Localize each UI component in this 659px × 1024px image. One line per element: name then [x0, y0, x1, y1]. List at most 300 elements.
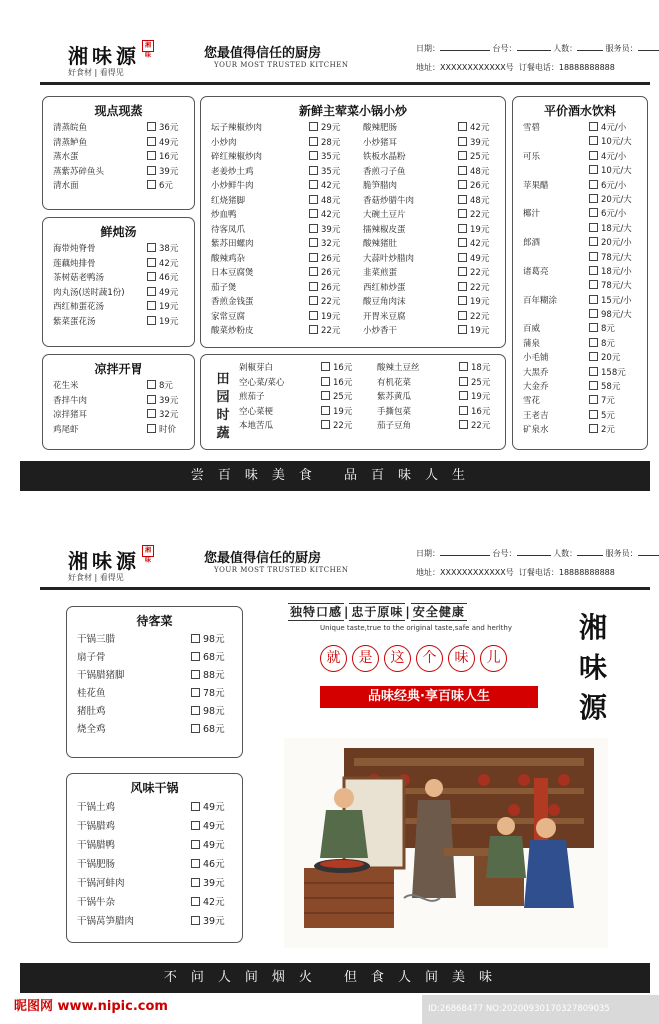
menu-item-name: 小炒肉 [211, 137, 237, 148]
menu-item-price: 22元 [458, 208, 489, 223]
menu-item-row [43, 165, 194, 180]
menu-item-row [353, 310, 505, 325]
menu-item-price: 6元/小 [589, 207, 626, 221]
menu-item-row [67, 836, 242, 855]
menu-item-price: 49元 [147, 286, 178, 301]
menu-item-price: 8元 [589, 322, 615, 336]
menu-item-row [67, 893, 242, 912]
menu-item-row [67, 855, 242, 874]
menu-item-row [367, 419, 505, 434]
menu-item-price: 19元 [459, 390, 490, 405]
menu-item-row [201, 194, 353, 209]
menu-item-row [201, 121, 353, 136]
menu-item-row [513, 394, 647, 408]
menu-item-name: 鸡尾虾 [53, 424, 79, 435]
menu-item-name: 清水面 [53, 181, 79, 191]
menu-item-name: 干锅腊鸡 [77, 821, 116, 832]
menu-item-name: 百威 [523, 324, 541, 335]
menu-item-name: 雪碧 [523, 123, 541, 133]
menu-item-row [513, 207, 647, 221]
menu-item-row [229, 361, 367, 376]
menu-item-price: 78元/大 [589, 251, 632, 265]
menu-item-name: 肉丸汤(送时蔬1份) [53, 287, 125, 298]
section-title: 风味干锅 [130, 781, 179, 795]
menu-item-row [513, 366, 647, 380]
menu-item-row [513, 121, 647, 135]
menu-item-price: 4元/小 [589, 150, 626, 164]
menu-item-row [353, 208, 505, 223]
menu-item-name: 花生米 [53, 381, 79, 391]
menu-item-name: 脆笋腊肉 [363, 181, 398, 191]
menu-item-row [353, 121, 505, 136]
menu-item-name: 干锅土鸡 [77, 802, 116, 813]
menu-item-price: 22元 [458, 281, 489, 296]
menu-item-row [367, 390, 505, 405]
menu-item-name: 紫菜蛋花汤 [53, 316, 96, 327]
circle-characters [320, 645, 507, 672]
menu-item-row [353, 324, 505, 339]
menu-item-row [353, 281, 505, 296]
menu-item-row [201, 223, 353, 238]
menu-item-price: 98元 [191, 703, 225, 721]
menu-item-name: 老姜炒土鸡 [211, 166, 254, 177]
menu-item-price: 时价 [147, 423, 176, 438]
menu-item-price: 4元/小 [589, 121, 626, 135]
menu-item-name: 红烧猪脚 [211, 195, 246, 206]
menu-item-name: 王老吉 [523, 410, 549, 421]
menu-item-price: 5元 [589, 409, 615, 423]
menu-item-name: 酸豆角肉沫 [363, 297, 406, 307]
brand-logo: 湘味源 湘味 [68, 545, 154, 574]
menu-item-name: 干锅腊猪脚 [77, 670, 125, 681]
menu-item-name: 猪肚鸡 [77, 706, 106, 717]
menu-item-name: 酸菜炒粉皮 [211, 326, 254, 336]
menu-item-row [353, 179, 505, 194]
menu-item-name: 矿泉水 [523, 425, 549, 436]
menu-item-row [201, 179, 353, 194]
tagline-banner: 独特口感 | 忠于原味 | 安全健康 [290, 605, 465, 619]
menu-item-price: 22元 [458, 310, 489, 325]
menu-item-price: 18元/大 [589, 222, 632, 236]
circle-char: 是 [352, 645, 379, 672]
menu-item-row [201, 252, 353, 267]
menu-item-name: 蒲泉 [523, 338, 541, 349]
menu-item-price: 48元 [458, 165, 489, 180]
menu-item-name: 煎茄子 [239, 392, 265, 402]
menu-item-price: 49元 [147, 136, 178, 151]
order-info-fields: 日期： 台号： 人数： 服务员： [416, 42, 659, 54]
red-slogan-bar: 品味经典·享百味人生 [320, 686, 538, 708]
menu-item-row [353, 165, 505, 180]
menu-item-row [201, 237, 353, 252]
logo-subtitle: 好食材 | 看得见 [68, 573, 124, 582]
menu-item-price: 38元 [147, 242, 178, 257]
menu-item-price: 68元 [191, 649, 225, 667]
menu-item-price: 16元 [147, 150, 178, 165]
slogan: 您最值得信任的厨房 [204, 46, 322, 61]
menu-item-name: 小毛铺 [523, 353, 549, 364]
menu-item-row [201, 281, 353, 296]
menu-item-name: 雪花 [523, 396, 541, 407]
menu-item-name: 空心菜梗 [239, 406, 274, 417]
menu-item-price: 39元 [191, 874, 225, 893]
menu-item-name: 香菇炒腊牛肉 [363, 195, 415, 206]
section-title-vertical: 田园时蔬 [216, 372, 230, 441]
menu-item-price: 48元 [458, 194, 489, 209]
menu-item-name: 酸辣土豆丝 [377, 363, 420, 373]
menu-item-price: 46元 [147, 271, 178, 286]
menu-header [20, 523, 650, 593]
menu-item-row [353, 252, 505, 267]
menu-item-row [67, 667, 242, 685]
menu-item-row [513, 322, 647, 336]
menu-item-name: 韭菜煎蛋 [363, 268, 398, 278]
menu-item-name: 大蒜叶炒腊肉 [363, 253, 415, 264]
section-vegetables [200, 354, 506, 450]
menu-item-name: 大金乔 [523, 382, 549, 393]
menu-item-name: 日本豆腐煲 [211, 268, 254, 278]
menu-item-price: 98元/大 [589, 308, 632, 322]
brand-logo: 湘味源 湘味 [68, 40, 154, 69]
section-dry-pot [66, 773, 243, 943]
menu-item-price: 42元 [191, 893, 225, 912]
menu-item-price: 78元 [191, 685, 225, 703]
page-footer-slogan: 尝百味美食 品百味人生 [20, 461, 650, 491]
menu-item-price: 88元 [191, 667, 225, 685]
menu-item-price: 58元 [589, 380, 620, 394]
menu-item-row [513, 409, 647, 423]
menu-item-row [43, 315, 194, 330]
menu-item-price: 15元/小 [589, 294, 632, 308]
menu-item-price: 20元/小 [589, 236, 632, 250]
menu-item-name: 凉拌猪耳 [53, 410, 88, 420]
menu-item-price: 22元 [321, 419, 352, 434]
menu-item-name: 大黑乔 [523, 367, 549, 378]
menu-item-name: 西红柿炒蛋 [363, 282, 406, 293]
menu-item-price: 98元 [191, 631, 225, 649]
menu-item-row [67, 874, 242, 893]
menu-item-name: 干锅腊鸭 [77, 840, 116, 851]
menu-item-row [43, 423, 194, 438]
section-soup [42, 217, 195, 347]
menu-item-name: 小炒香干 [363, 326, 398, 336]
menu-item-row [229, 390, 367, 405]
menu-item-name: 香煎刁子鱼 [363, 166, 406, 177]
menu-item-price: 49元 [458, 252, 489, 267]
menu-item-row [67, 631, 242, 649]
menu-item-name: 蒸水蛋 [53, 152, 79, 162]
section-title: 凉拌开胃 [94, 362, 143, 376]
menu-item-name: 开胃米豆腐 [363, 311, 406, 322]
menu-item-price: 10元/大 [589, 164, 632, 178]
menu-item-price: 19元 [458, 223, 489, 238]
menu-item-row [513, 135, 647, 149]
menu-item-price: 7元 [589, 394, 615, 408]
seal-stamp: 湘味 [142, 40, 154, 52]
circle-char: 这 [384, 645, 411, 672]
menu-item-row [513, 423, 647, 437]
menu-item-row [43, 136, 194, 151]
menu-item-row [43, 150, 194, 165]
menu-item-price: 19元 [147, 315, 178, 330]
menu-item-row [229, 405, 367, 420]
menu-item-row [67, 817, 242, 836]
menu-item-row [43, 271, 194, 286]
menu-item-row [367, 405, 505, 420]
menu-item-name: 紫苏田螺肉 [211, 239, 254, 249]
circle-char: 味 [448, 645, 475, 672]
menu-item-price: 26元 [309, 266, 340, 281]
menu-item-row [513, 380, 647, 394]
menu-item-name: 椰汁 [523, 209, 541, 220]
menu-item-row [67, 703, 242, 721]
seal-stamp: 湘味 [142, 545, 154, 557]
menu-item-row [367, 376, 505, 391]
menu-item-row [201, 208, 353, 223]
menu-item-row [229, 419, 367, 434]
menu-item-row [513, 337, 647, 351]
menu-item-row [513, 294, 647, 308]
menu-item-price: 16元 [321, 376, 352, 391]
menu-item-price: 28元 [309, 136, 340, 151]
menu-item-price: 8元 [147, 379, 173, 394]
menu-item-row [513, 164, 647, 178]
menu-item-name: 坛子辣椒炒肉 [211, 123, 263, 133]
circle-char: 就 [320, 645, 347, 672]
menu-item-row [353, 136, 505, 151]
menu-item-price: 39元 [147, 394, 178, 409]
menu-item-name: 本地苦瓜 [239, 421, 274, 431]
menu-item-name: 空心菜/菜心 [239, 377, 285, 388]
menu-item-name: 清蒸皖鱼 [53, 123, 88, 133]
menu-item-name: 酸辣鸡杂 [211, 253, 246, 264]
menu-item-row [43, 286, 194, 301]
menu-item-name: 炒血鸭 [211, 210, 237, 220]
menu-item-name: 香煎金钱蛋 [211, 297, 254, 307]
menu-item-name: 酸辣肥肠 [363, 123, 398, 133]
section-wok [200, 96, 506, 348]
section-steamed [42, 96, 195, 210]
menu-item-name: 擂辣椒皮蛋 [363, 224, 406, 235]
section-guest-dishes [66, 606, 243, 758]
menu-item-price: 42元 [309, 208, 340, 223]
menu-item-row [43, 121, 194, 136]
order-info-fields: 日期： 台号： 人数： 服务员： [416, 547, 659, 559]
menu-item-name: 清蒸鲈鱼 [53, 137, 88, 148]
menu-item-row [513, 236, 647, 250]
menu-item-row [201, 150, 353, 165]
header-divider [40, 587, 650, 590]
menu-item-price: 39元 [309, 223, 340, 238]
menu-item-price: 2元 [589, 423, 615, 437]
slogan-english: YOUR MOST TRUSTED KITCHEN [214, 566, 349, 574]
menu-item-name: 有机花菜 [377, 377, 412, 388]
kitchen-illustration [284, 738, 608, 948]
menu-item-price: 26元 [309, 252, 340, 267]
menu-item-name: 诸葛亮 [523, 266, 549, 277]
menu-item-row [43, 408, 194, 423]
menu-item-row [513, 179, 647, 193]
menu-item-row [67, 649, 242, 667]
menu-item-row [513, 150, 647, 164]
menu-item-price: 26元 [309, 281, 340, 296]
menu-item-price: 35元 [309, 165, 340, 180]
menu-item-name: 紫苏黄瓜 [377, 392, 412, 402]
menu-item-price: 68元 [191, 721, 225, 739]
menu-item-price: 48元 [309, 194, 340, 209]
menu-item-price: 22元 [459, 419, 490, 434]
menu-item-name: 碎红辣椒炒肉 [211, 152, 263, 162]
section-cold [42, 354, 195, 450]
menu-item-price: 39元 [458, 136, 489, 151]
menu-item-price: 78元/大 [589, 279, 632, 293]
tagline-english: Unique taste,true to the original taste,safe and herlthy [320, 624, 512, 632]
menu-item-name: 干锅莴笋腊肉 [77, 916, 135, 927]
menu-item-name: 干锅河蚌肉 [77, 878, 125, 889]
menu-item-name: 郎酒 [523, 238, 541, 249]
menu-item-price: 19元 [321, 405, 352, 420]
menu-item-name: 苹果醋 [523, 180, 549, 191]
contact-info: 地址：XXXXXXXXXXXX号 订餐电话：18888888888 [416, 63, 615, 72]
menu-item-row [43, 242, 194, 257]
menu-item-row [201, 295, 353, 310]
menu-item-price: 6元 [147, 179, 173, 194]
menu-item-row [353, 194, 505, 209]
menu-item-price: 42元 [458, 121, 489, 136]
nipic-watermark-logo: 昵图网 www.nipic.com [14, 999, 168, 1014]
menu-item-name: 铁板水晶粉 [363, 152, 406, 162]
menu-item-price: 49元 [191, 836, 225, 855]
menu-item-name: 剁椒芽白 [239, 363, 274, 373]
menu-item-name: 海带炖脊骨 [53, 244, 96, 254]
menu-item-row [513, 279, 647, 293]
menu-item-name: 扇子骨 [77, 652, 106, 663]
menu-item-name: 可乐 [523, 151, 541, 162]
menu-item-row [43, 394, 194, 409]
menu-item-row [367, 361, 505, 376]
menu-item-price: 16元 [459, 405, 490, 420]
menu-item-price: 10元/大 [589, 135, 632, 149]
menu-item-name: 干锅肥肠 [77, 859, 116, 870]
menu-item-row [353, 237, 505, 252]
section-drinks [512, 96, 648, 450]
menu-item-row [67, 798, 242, 817]
section-title: 新鲜主荤菜小锅小炒 [298, 104, 407, 118]
menu-item-price: 42元 [147, 257, 178, 272]
menu-item-name: 待客凤爪 [211, 224, 246, 235]
menu-page-2 [20, 523, 650, 993]
menu-item-name: 茄子煲 [211, 282, 237, 293]
section-title: 待客菜 [136, 614, 173, 628]
menu-item-price: 39元 [147, 165, 178, 180]
menu-item-row [201, 266, 353, 281]
menu-item-name: 茄子豆角 [377, 421, 412, 431]
menu-item-price: 32元 [309, 237, 340, 252]
menu-item-row [67, 912, 242, 931]
logo-subtitle: 好食材 | 看得见 [68, 68, 124, 77]
menu-item-price: 35元 [309, 150, 340, 165]
slogan: 您最值得信任的厨房 [204, 551, 322, 566]
contact-info: 地址：XXXXXXXXXXXX号 订餐电话：18888888888 [416, 568, 615, 577]
menu-item-name: 大碗土豆片 [363, 210, 406, 220]
menu-item-price: 19元 [147, 300, 178, 315]
menu-item-name: 干锅三腊 [77, 634, 116, 645]
menu-item-row [353, 295, 505, 310]
menu-item-price: 25元 [459, 376, 490, 391]
menu-item-price: 32元 [147, 408, 178, 423]
menu-item-price: 8元 [589, 337, 615, 351]
menu-item-price: 22元 [309, 324, 340, 339]
menu-item-row [513, 351, 647, 365]
menu-item-price: 49元 [191, 798, 225, 817]
menu-item-price: 158元 [589, 366, 626, 380]
menu-item-row [353, 266, 505, 281]
menu-item-name: 家常豆腐 [211, 311, 246, 322]
menu-item-row [513, 193, 647, 207]
menu-item-price: 25元 [458, 150, 489, 165]
menu-page-1 [20, 18, 650, 493]
menu-item-price: 36元 [147, 121, 178, 136]
menu-item-price: 42元 [309, 179, 340, 194]
menu-item-price: 18元/小 [589, 265, 632, 279]
section-title: 现点现蒸 [94, 104, 143, 118]
menu-item-name: 百年糊涂 [523, 295, 558, 306]
menu-item-price: 26元 [458, 179, 489, 194]
menu-item-price: 20元/大 [589, 193, 632, 207]
menu-item-price: 18元 [459, 361, 490, 376]
menu-item-name: 莲藕炖排骨 [53, 258, 96, 269]
menu-item-price: 6元/小 [589, 179, 626, 193]
menu-header [20, 18, 650, 88]
slogan-english: YOUR MOST TRUSTED KITCHEN [214, 61, 349, 69]
menu-item-price: 22元 [458, 266, 489, 281]
page-footer-slogan: 不问人间烟火 但食人间美味 [20, 963, 650, 993]
menu-item-name: 小炒猪耳 [363, 137, 398, 148]
menu-item-price: 19元 [458, 324, 489, 339]
menu-item-price: 42元 [458, 237, 489, 252]
menu-item-price: 46元 [191, 855, 225, 874]
menu-item-price: 25元 [321, 390, 352, 405]
menu-item-row [353, 150, 505, 165]
menu-item-price: 39元 [191, 912, 225, 931]
menu-item-row [43, 179, 194, 194]
menu-item-price: 16元 [321, 361, 352, 376]
menu-item-name: 桂花鱼 [77, 688, 106, 699]
circle-char: 个 [416, 645, 443, 672]
menu-item-name: 酸辣猪肚 [363, 239, 398, 249]
menu-item-price: 29元 [309, 121, 340, 136]
menu-item-row [513, 222, 647, 236]
menu-item-row [513, 251, 647, 265]
menu-item-row [67, 685, 242, 703]
menu-item-row [201, 324, 353, 339]
section-title: 平价酒水饮料 [543, 104, 616, 118]
menu-item-row [67, 721, 242, 739]
menu-item-price: 20元 [589, 351, 620, 365]
menu-item-row [513, 265, 647, 279]
menu-item-row [201, 136, 353, 151]
menu-item-price: 49元 [191, 817, 225, 836]
menu-item-row [201, 310, 353, 325]
menu-item-price: 19元 [458, 295, 489, 310]
menu-item-row [513, 308, 647, 322]
menu-item-row [43, 379, 194, 394]
section-title: 鲜炖汤 [100, 225, 137, 239]
header-divider [40, 82, 650, 85]
nipic-watermark-id: ID:26868477 NO:20200930170327809035 [422, 995, 659, 1024]
menu-item-name: 小炒鲜牛肉 [211, 181, 254, 191]
menu-item-name: 手撕包菜 [377, 406, 412, 417]
